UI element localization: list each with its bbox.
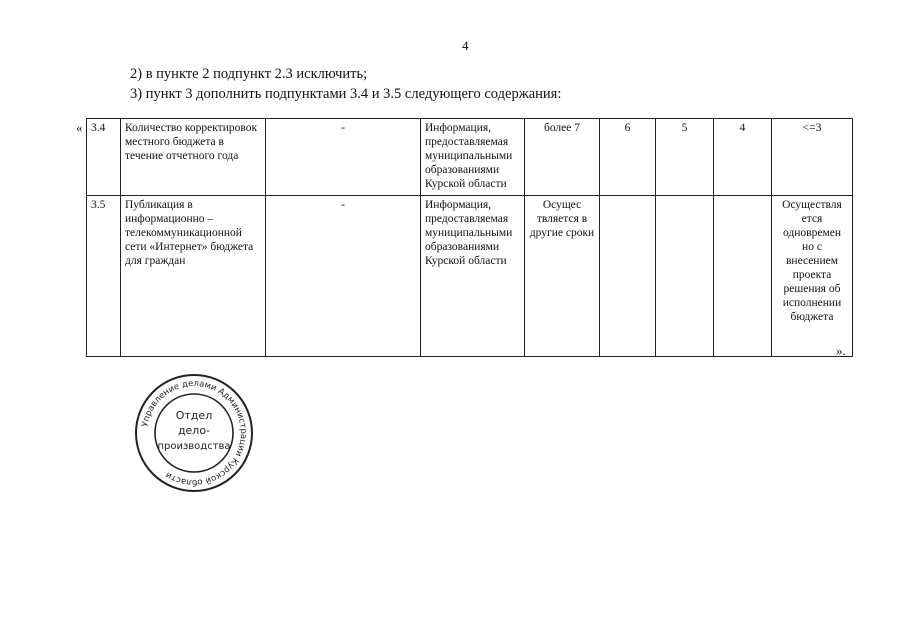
stamp-seal-icon (133, 372, 255, 494)
value-cell-3 (656, 196, 714, 357)
stamp-ring-text: Управление делами Администрации Курской области (140, 378, 249, 488)
stamp-line-3: производства (157, 441, 231, 452)
value-cell-4: 4 (714, 119, 772, 196)
value-cell-3: 5 (656, 119, 714, 196)
stamp-line-1: Отдел (175, 409, 213, 422)
data-source: Информация, предоставляемая муниципальными образованиями Курской области (421, 119, 525, 196)
page-number: 4 (462, 38, 469, 53)
value-cell-2: 6 (600, 119, 656, 196)
table-row (87, 119, 853, 196)
value-cell-4 (714, 196, 772, 357)
row-number: 3.5 (87, 196, 121, 357)
quote-close: ». (836, 343, 846, 358)
paragraph-1: 2) в пункте 2 подпункт 2.3 исключить; (130, 66, 368, 82)
indicator-name: Публикация в информационно – телекоммуникационной сети «Интернет» бюджета для граждан (121, 196, 266, 357)
table-row (87, 196, 853, 357)
stamp-line-2: дело- (177, 424, 211, 437)
indicator-name: Количество корректировок местного бюджета в течение отчетного года (121, 119, 266, 196)
dash-cell: - (266, 119, 421, 196)
paragraph-2: 3) пункт 3 дополнить подпунктами 3.4 и 3.5 следующего содержания: (130, 86, 562, 102)
dash-cell: - (266, 196, 421, 357)
value-cell-1: Осущес твляется в другие сроки (525, 196, 600, 357)
office-stamp (133, 372, 255, 494)
value-cell-1: более 7 (525, 119, 600, 196)
row-number: 3.4 (87, 119, 121, 196)
indicator-table (86, 118, 853, 357)
value-cell-2 (600, 196, 656, 357)
data-source: Информация, предоставляемая муниципальными образованиями Курской области (421, 196, 525, 357)
quote-open: « (76, 120, 83, 135)
value-cell-5: <=3 (772, 119, 853, 196)
value-cell-5: Осуществля ется одновремен но с внесением проекта решения об исполнении бюджета (772, 196, 853, 357)
